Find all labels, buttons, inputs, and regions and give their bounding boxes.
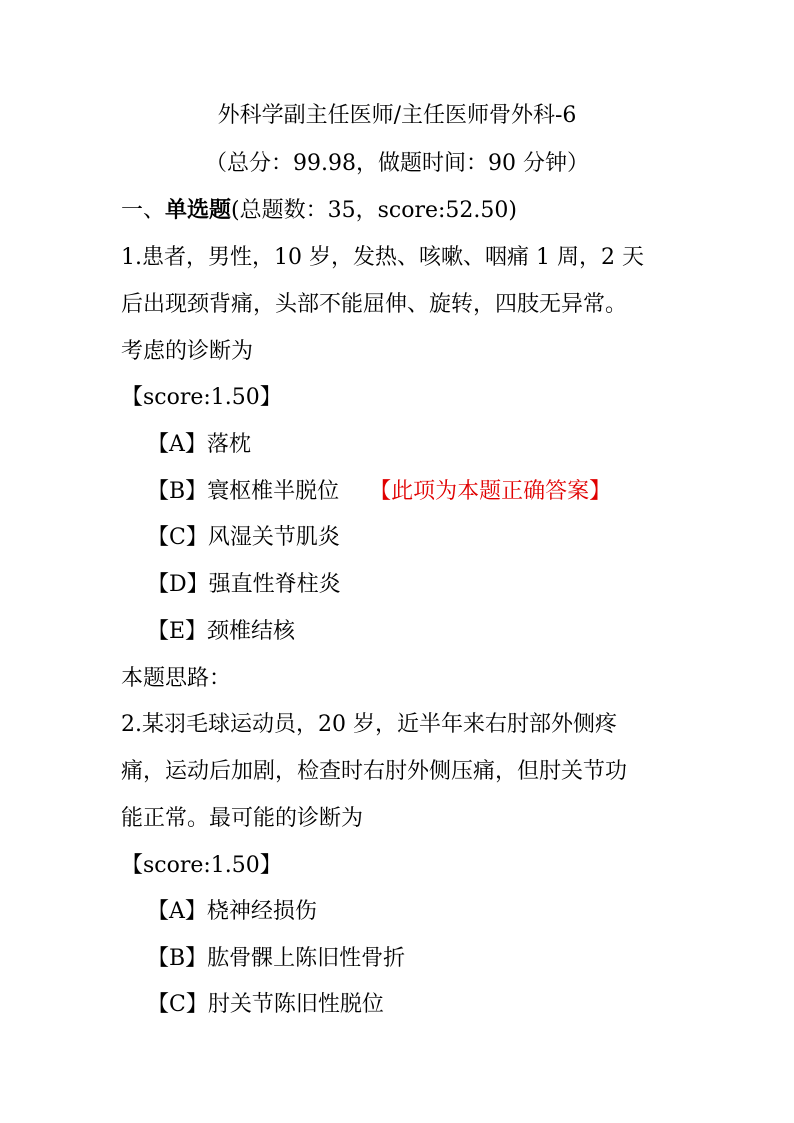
question-1-option-c: 【C】风湿关节肌炎 [147, 525, 340, 550]
question-2-score: 【score:1.50】 [121, 853, 282, 878]
question-2-line-1: 2.某羽毛球运动员，20 岁，近半年来右肘部外侧疼 [121, 712, 617, 737]
section-prefix: 一、 [121, 198, 166, 223]
document-subtitle: （总分：99.98，做题时间：90 分钟） [205, 151, 589, 176]
question-1-line-1: 1.患者，男性，10 岁，发热、咳嗽、咽痛 1 周，2 天 [121, 245, 644, 270]
question-1-option-d: 【D】强直性脊柱炎 [147, 572, 341, 597]
question-2-line-2: 痛，运动后加剧，检查时右肘外侧压痛，但肘关节功 [121, 759, 628, 784]
question-1-option-b [147, 474, 611, 505]
section-heading [121, 193, 517, 224]
question-2-option-a: 【A】桡神经损伤 [147, 899, 317, 924]
question-1-score: 【score:1.50】 [121, 385, 282, 410]
section-info: (总题数：35，score:52.50) [231, 198, 517, 223]
question-2-option-b: 【B】肱骨髁上陈旧性骨折 [147, 946, 406, 971]
option-b-text: 【B】寰枢椎半脱位 [147, 479, 340, 504]
section-name: 单选题 [165, 197, 232, 223]
question-1-line-3: 考虑的诊断为 [121, 339, 254, 364]
question-1-line-2: 后出现颈背痛，头部不能屈伸、旋转，四肢无异常。 [121, 292, 628, 317]
correct-answer-mark: 【此项为本题正确答案】 [369, 479, 612, 504]
document-title: 外科学副主任医师/主任医师骨外科-6 [217, 103, 577, 128]
question-1-explanation-label: 本题思路： [121, 666, 232, 691]
question-1-option-a: 【A】落枕 [147, 432, 251, 457]
question-2-line-3: 能正常。最可能的诊断为 [121, 806, 364, 831]
question-1-option-e: 【E】颈椎结核 [147, 619, 296, 644]
question-2-option-c: 【C】肘关节陈旧性脱位 [147, 992, 384, 1017]
